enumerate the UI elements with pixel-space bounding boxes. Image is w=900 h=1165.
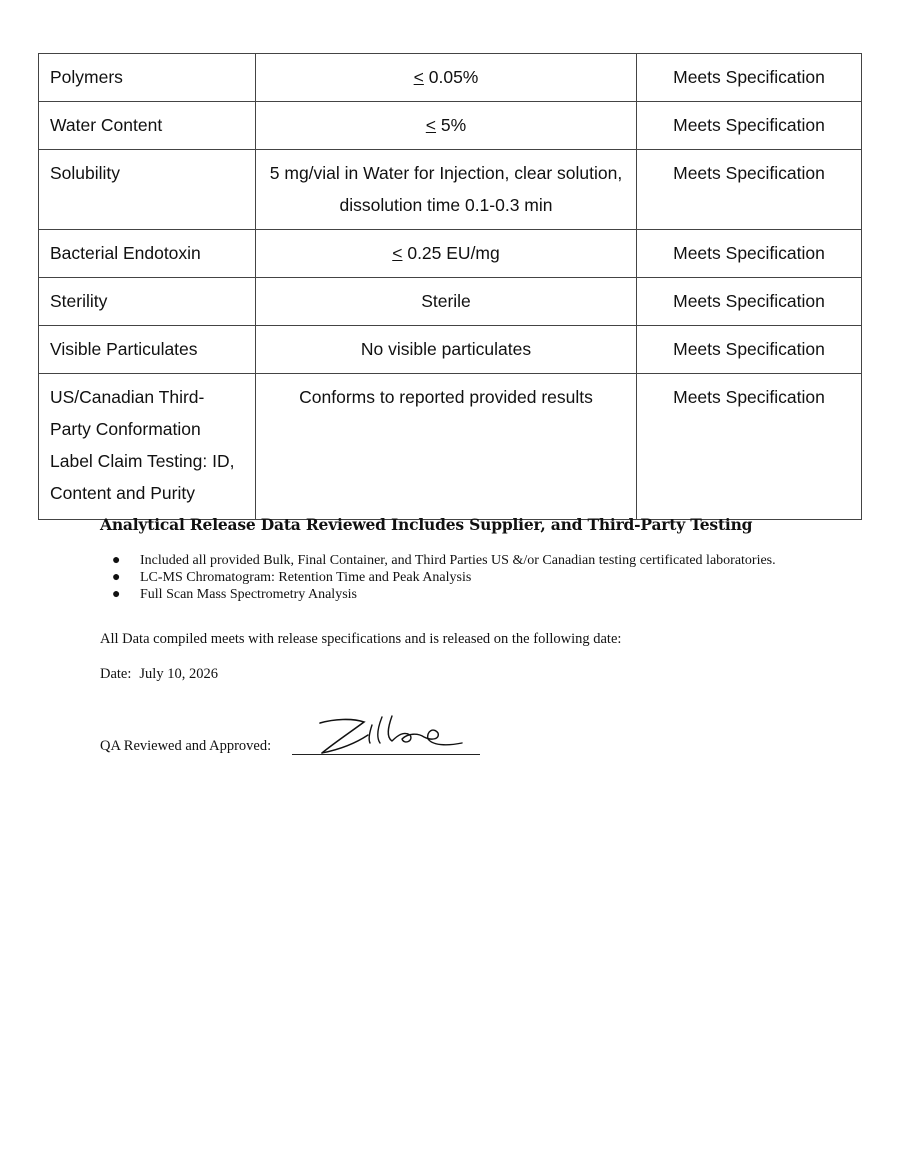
- specification-value: 0.25 EU/mg: [402, 243, 500, 263]
- list-item: [100, 569, 800, 586]
- bullet-text: Full Scan Mass Spectrometry Analysis: [140, 587, 357, 602]
- result-cell: Meets Specification: [637, 150, 862, 230]
- specification-table: [38, 53, 862, 520]
- specification-cell: [256, 102, 637, 150]
- release-date: [100, 666, 218, 683]
- date-label: Date:: [100, 666, 132, 682]
- result-cell: Meets Specification: [637, 230, 862, 278]
- bullet-icon: ●: [112, 587, 121, 602]
- qa-approval-label: QA Reviewed and Approved:: [100, 738, 272, 754]
- bullet-text: Included all provided Bulk, Final Container, and Third Parties US &/or Canadian testing certificated laboratories.: [140, 553, 776, 568]
- specification-cell: Conforms to reported provided results: [256, 374, 637, 520]
- review-bullet-list: [100, 552, 800, 603]
- date-value: July 10, 2026: [139, 666, 218, 682]
- table-row: [39, 374, 862, 520]
- release-statement: All Data compiled meets with release specifications and is released on the following date:: [100, 631, 622, 647]
- specification-value: 0.05%: [423, 67, 479, 87]
- test-name-cell: Visible Particulates: [39, 326, 256, 374]
- less-equal-sign: <: [425, 115, 437, 135]
- review-heading: Analytical Release Data Reviewed Includes Supplier, and Third-Party Testing: [100, 515, 753, 534]
- table-row: [39, 230, 862, 278]
- result-cell: Meets Specification: [637, 374, 862, 520]
- test-name-cell: US/Canadian Third-Party Conformation Label Claim Testing: ID, Content and Purity: [39, 374, 256, 520]
- test-name-cell: Polymers: [39, 54, 256, 102]
- specification-cell: [256, 230, 637, 278]
- result-cell: Meets Specification: [637, 326, 862, 374]
- specification-cell: [256, 54, 637, 102]
- specification-cell: No visible particulates: [256, 326, 637, 374]
- result-cell: Meets Specification: [637, 278, 862, 326]
- bullet-icon: ●: [112, 553, 121, 568]
- result-cell: Meets Specification: [637, 102, 862, 150]
- table-row: [39, 150, 862, 230]
- bullet-text: LC-MS Chromatogram: Retention Time and Peak Analysis: [140, 570, 472, 585]
- less-equal-sign: <: [392, 243, 403, 263]
- table-row: [39, 326, 862, 374]
- list-item: [100, 586, 800, 603]
- table-row: [39, 102, 862, 150]
- specification-cell: Sterile: [256, 278, 637, 326]
- bullet-icon: ●: [112, 570, 121, 585]
- test-name-cell: Water Content: [39, 102, 256, 150]
- specification-value: 5%: [436, 115, 467, 135]
- specification-cell: 5 mg/vial in Water for Injection, clear solution, dissolution time 0.1-0.3 min: [256, 150, 637, 230]
- result-cell: Meets Specification: [637, 54, 862, 102]
- test-name-cell: Solubility: [39, 150, 256, 230]
- table-row: [39, 278, 862, 326]
- signature-icon: [312, 713, 472, 759]
- list-item: [100, 552, 800, 569]
- test-name-cell: Sterility: [39, 278, 256, 326]
- table-row: [39, 54, 862, 102]
- test-name-cell: Bacterial Endotoxin: [39, 230, 256, 278]
- less-equal-sign: <: [413, 67, 424, 87]
